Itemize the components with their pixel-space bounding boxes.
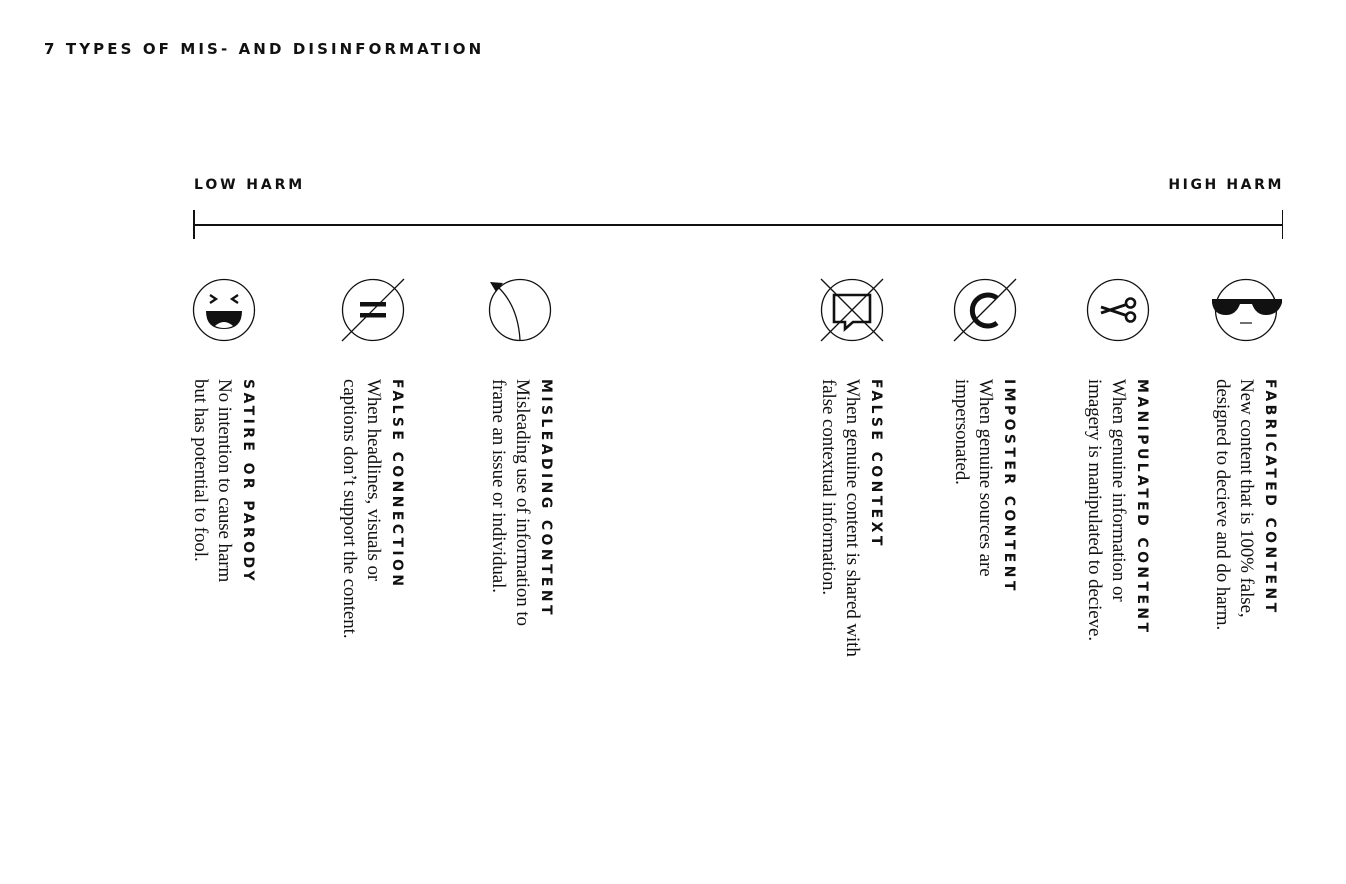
type-card-false-context — [816, 379, 888, 657]
type-description: New content that is 100% false, designed to decieve and do harm. — [1212, 379, 1257, 631]
type-description: When headlines, visuals or captions don’t support the content. — [339, 379, 384, 639]
type-card-satire-or-parody — [188, 379, 260, 584]
low-harm-tick — [193, 210, 195, 239]
type-card-imposter-content — [949, 379, 1021, 594]
harm-scale-line — [193, 224, 1283, 226]
scissors-icon — [1086, 278, 1150, 342]
laughing-face-icon — [192, 278, 256, 342]
type-name: FALSE CONNECTION — [389, 379, 405, 590]
type-name: MISLEADING CONTENT — [538, 379, 554, 618]
type-card-false-connection — [337, 379, 409, 638]
type-name: FALSE CONTEXT — [868, 379, 884, 549]
type-description: When genuine information or imagery is manipulated to decieve. — [1084, 379, 1129, 641]
sunglasses-face-icon — [1214, 278, 1278, 342]
type-card-fabricated-content — [1210, 379, 1282, 630]
type-name: IMPOSTER CONTENT — [1001, 379, 1017, 594]
crossed-message-icon — [820, 278, 884, 342]
crossed-equals-icon — [341, 278, 405, 342]
harm-scale-axis — [193, 210, 1283, 240]
type-name: MANIPULATED CONTENT — [1134, 379, 1150, 636]
cursor-circle-icon — [488, 278, 552, 342]
type-description: No intention to cause harm but has potential to fool. — [190, 379, 235, 583]
type-name: SATIRE OR PARODY — [240, 379, 256, 584]
type-description: When genuine sources are impersonated. — [951, 379, 996, 577]
high-harm-tick — [1282, 210, 1284, 239]
low-harm-label: LOW HARM — [194, 177, 306, 193]
type-card-misleading-content — [486, 379, 558, 626]
type-card-manipulated-content — [1082, 379, 1154, 641]
high-harm-label: HIGH HARM — [1168, 177, 1284, 193]
type-description: When genuine content is shared with false contextual information. — [818, 379, 863, 657]
type-name: FABRICATED CONTENT — [1262, 379, 1278, 616]
page-title: 7 TYPES OF MIS- AND DISINFORMATION — [44, 40, 485, 58]
crossed-copyright-icon — [953, 278, 1017, 342]
type-description: Misleading use of information to frame an issue or individual. — [488, 379, 533, 626]
